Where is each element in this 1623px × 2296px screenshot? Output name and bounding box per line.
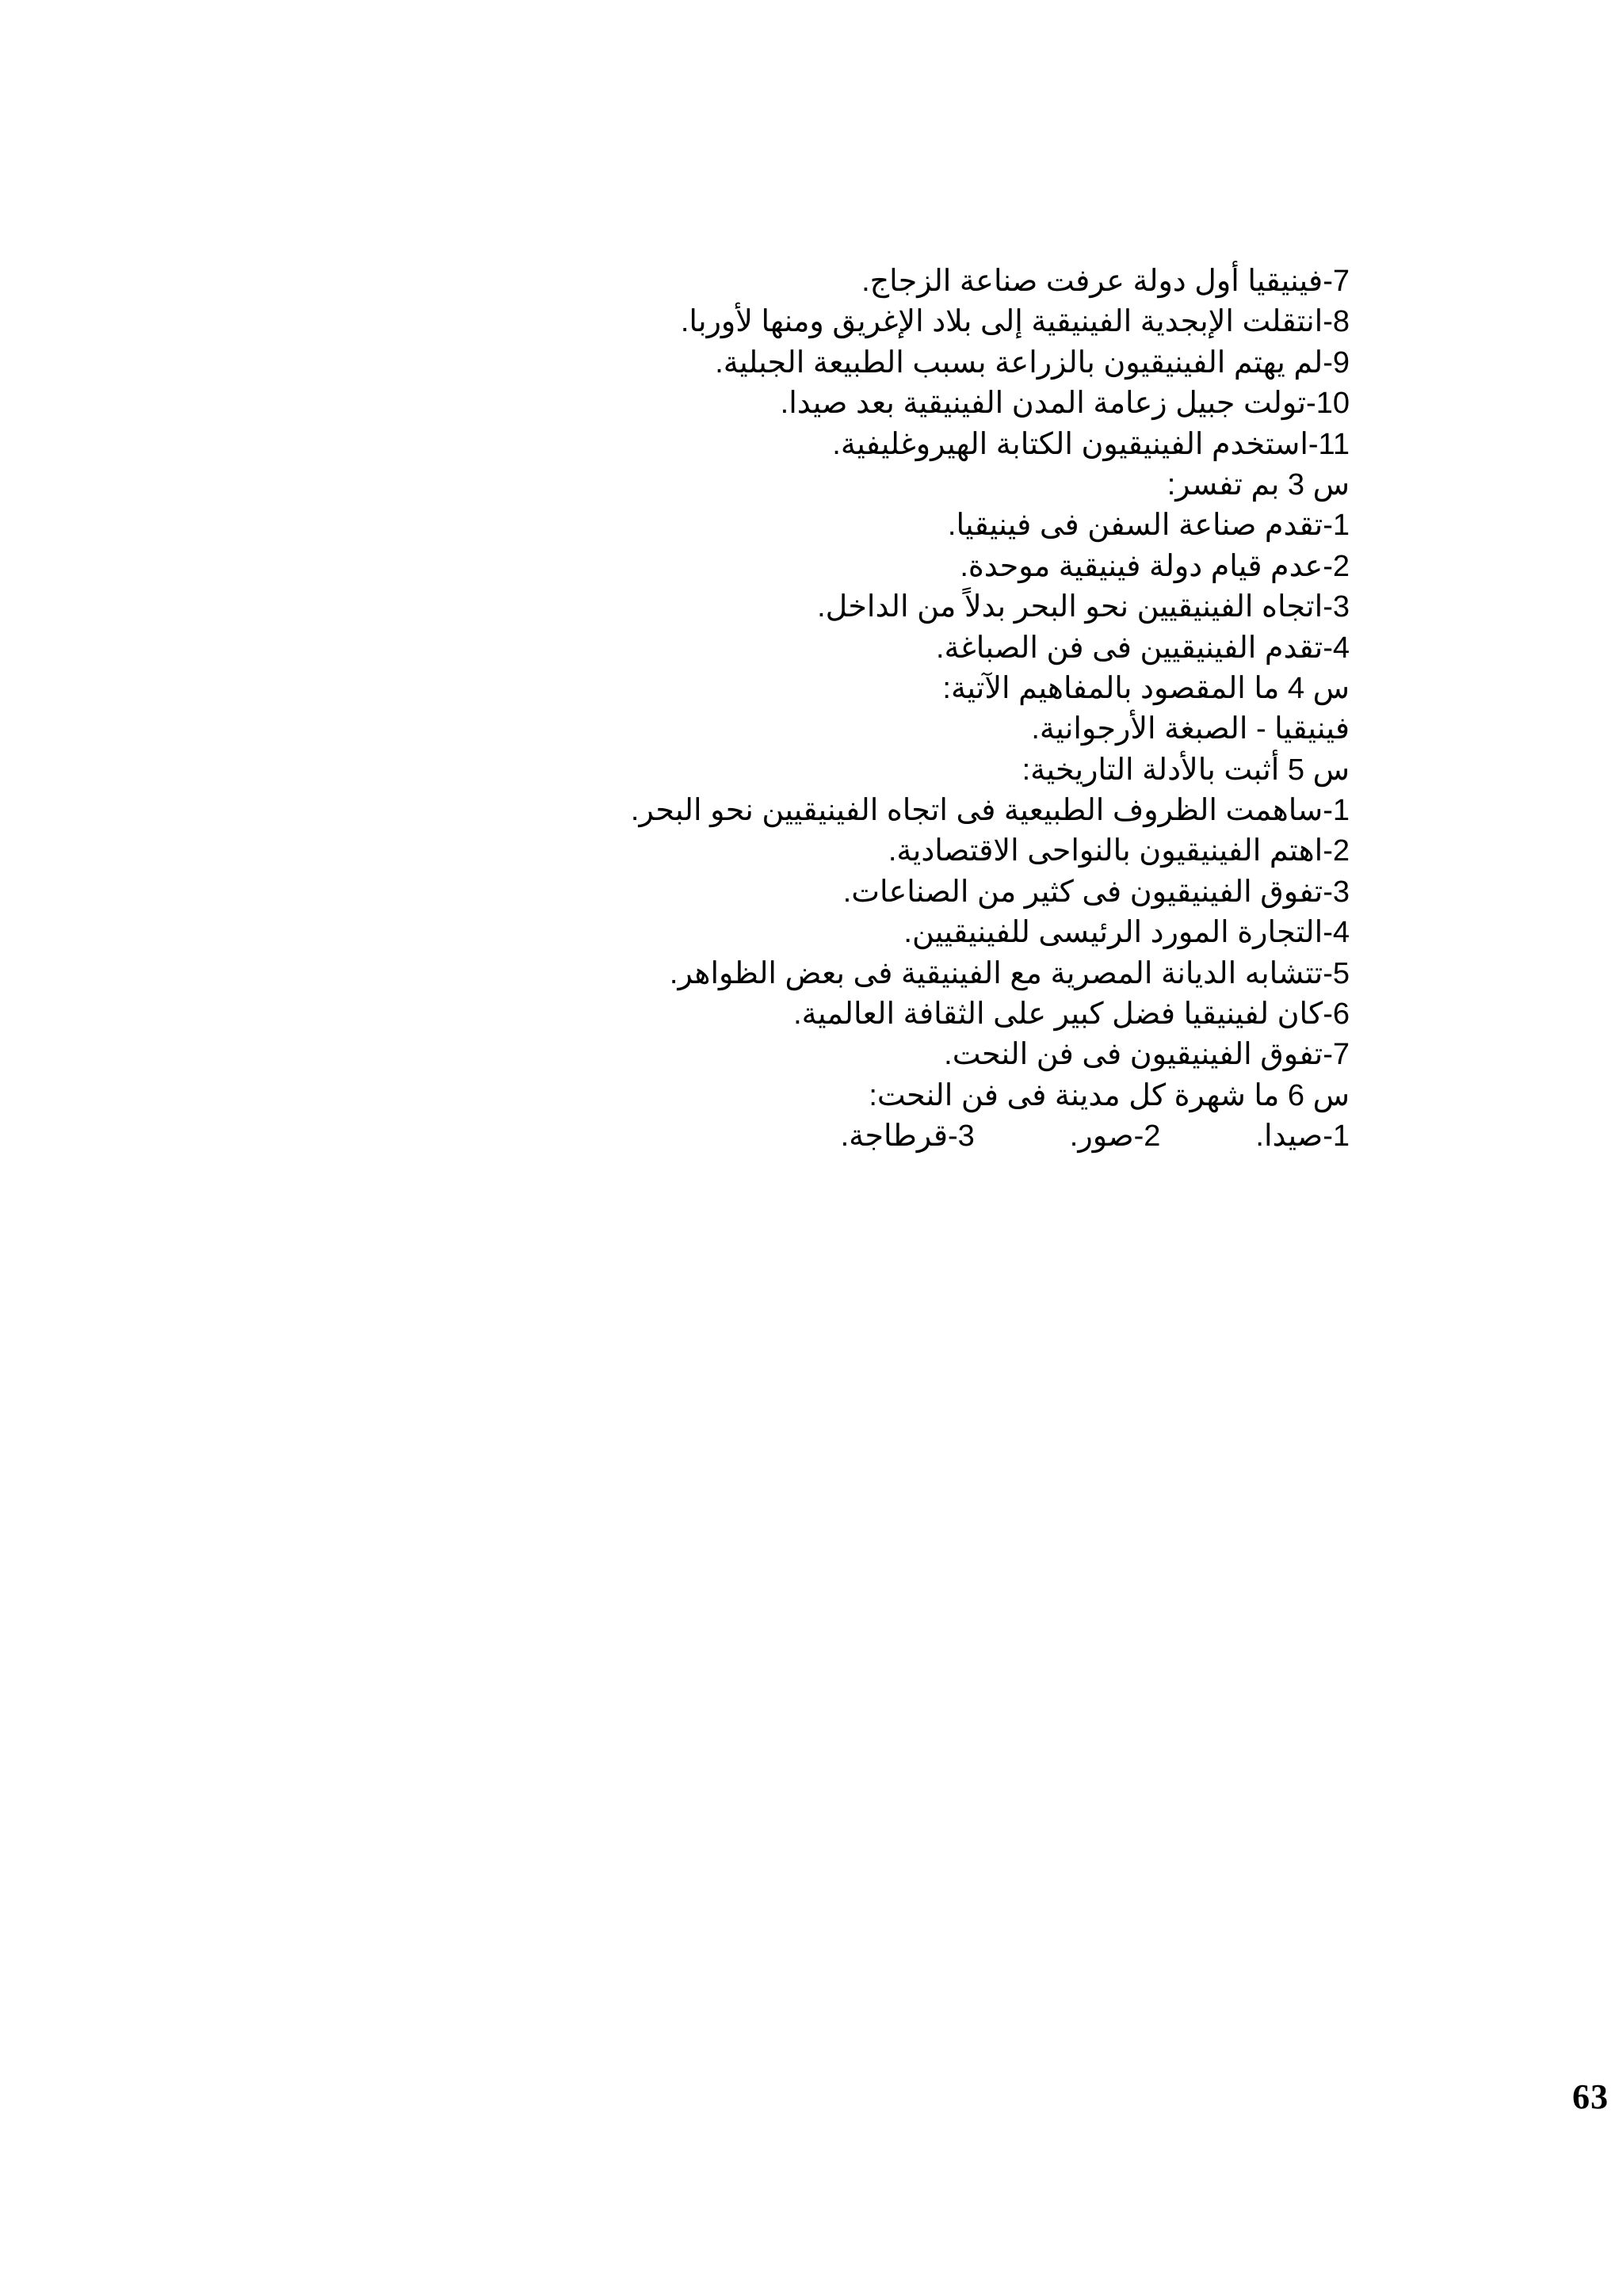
text-line: 7-تفوق الفينيقيون فى فن النحت. [944, 1038, 1350, 1072]
text-line: 5-تتشابه الديانة المصرية مع الفينيقية فى بعض الظواهر. [669, 956, 1350, 990]
question-heading: س 4 ما المقصود بالمفاهيم الآتية: [942, 671, 1350, 705]
text-line: 1-تقدم صناعة السفن فى فينيقيا. [947, 509, 1350, 543]
cities-row [304, 1116, 1350, 1157]
text-line: 2-اهتم الفينيقيون بالنواحى الاقتصادية. [888, 834, 1350, 868]
question-heading: س 6 ما شهرة كل مدينة فى فن النحت: [869, 1078, 1350, 1112]
text-line: 9-لم يهتم الفينيقيون بالزراعة بسبب الطبيعة الجبلية. [715, 345, 1350, 379]
city-item: 3-قرطاجة. [840, 1119, 975, 1154]
text-line: 4-تقدم الفينيقيين فى فن الصباغة. [935, 631, 1350, 665]
city-item: 2-صور. [1069, 1119, 1161, 1154]
city-item: 1-صيدا. [1255, 1119, 1350, 1154]
text-line: 2-عدم قيام دولة فينيقية موحدة. [960, 549, 1350, 583]
text-block [304, 261, 1350, 1158]
question-heading: س 5 أثبت بالأدلة التاريخية: [1022, 753, 1350, 787]
text-line: 6-كان لفينيقيا فضل كبير على الثقافة العالمية. [793, 997, 1350, 1032]
page-number: 63 [1572, 2077, 1609, 2116]
text-line: 11-استخدم الفينيقيون الكتابة الهيروغليفية. [832, 427, 1350, 461]
text-line: 3-تفوق الفينيقيون فى كثير من الصناعات. [842, 875, 1350, 909]
text-line: فينيقيا - الصبغة الأرجوانية. [1031, 712, 1350, 746]
question-heading: س 3 بم تفسر: [1167, 467, 1350, 502]
text-line: 3-اتجاه الفينيقيين نحو البحر بدلاً من الداخل. [817, 590, 1350, 624]
text-line: 10-تولت جبيل زعامة المدن الفينيقية بعد صيدا. [780, 387, 1350, 421]
text-line: 8-انتقلت الإبجدية الفينيقية إلى بلاد الإغريق ومنها لأوربا. [680, 305, 1350, 339]
text-line: 4-التجارة المورد الرئيسى للفينيقيين. [903, 916, 1350, 950]
text-line: 7-فينيقيا أول دولة عرفت صناعة الزجاج. [861, 265, 1350, 298]
text-line: 1-ساهمت الظروف الطبيعية فى اتجاه الفينيقيين نحو البحر. [630, 794, 1350, 828]
